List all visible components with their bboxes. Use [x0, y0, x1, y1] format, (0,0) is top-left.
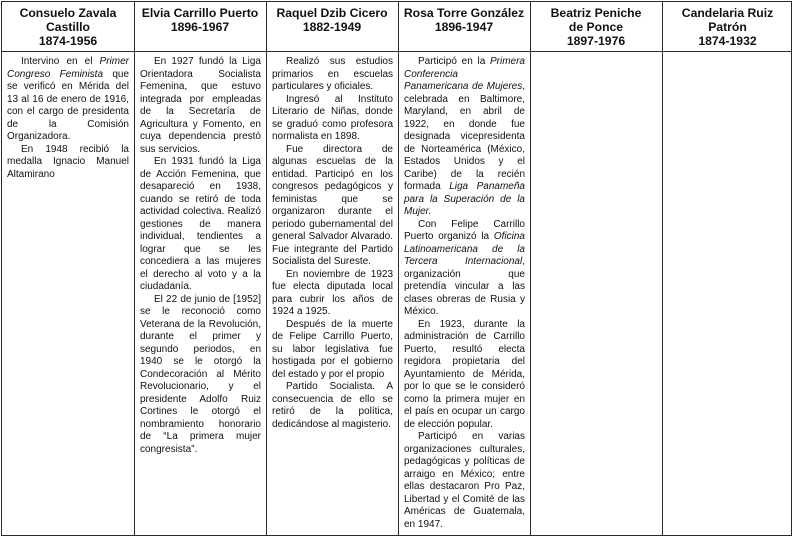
biography-cell [140, 56, 261, 456]
biography-paragraph [140, 156, 261, 294]
paragraph-text: Fue directora de algunas escuelas de la entidad. Participó en los congresos pedagógicos y feministas que se organizaron durante el periodo gubernamental del general Salvador Alvarado. Fue integrante del Partido Socialista del Sureste. [272, 143, 393, 267]
column-divider [266, 2, 267, 535]
header-years: 1874-1956 [38, 34, 98, 48]
column-divider [530, 2, 531, 535]
header-cell [662, 6, 793, 48]
paragraph-text: , organización que pretendía vincular a las clases obreras de Rusia y México. [404, 256, 525, 317]
italic-title: Primera Conferencia Panamericana de Mujeres [404, 56, 525, 92]
biography-paragraph [404, 56, 525, 219]
paragraph-text: En 1927 fundó la Liga Orientadora Socialista Femenina, que estuvo integrada por empleadas de la Secretaría de Agricultura y Fomento, en cuya dependencia prestó sus servicios. [140, 56, 261, 155]
italic-title: Liga Panameña para la Superación de la Mujer. [404, 181, 525, 217]
paragraph-text: En noviembre de 1923 fue electa diputada local para cubrir los años de 1924 a 1925. [272, 268, 393, 317]
biography-paragraph [7, 144, 129, 182]
header-cell [398, 6, 530, 34]
biography-paragraph [140, 294, 261, 457]
header-name: Elvia Carrillo Puerto [141, 6, 259, 20]
biography-paragraph [272, 144, 393, 269]
paragraph-text: Después de la muerte de Felipe Carrillo Puerto, su labor legislativa fue hostigada por el gobierno del estado y por el propio [272, 318, 393, 380]
biography-paragraph [272, 56, 393, 94]
column-divider [662, 2, 663, 535]
biography-paragraph [272, 269, 393, 319]
header-years: 1897-1976 [566, 34, 626, 48]
biography-cell [404, 56, 525, 531]
header-years: 1882-1949 [302, 20, 362, 34]
paragraph-text: que se verificó en Mérida del 13 al 16 de enero de 1916, con el cargo de presidenta de la Comisión Organizadora. [7, 68, 130, 142]
header-cell [530, 6, 662, 48]
header-years: 1896-1947 [434, 20, 494, 34]
paragraph-text: Ingresó al Instituto Literario de Niñas, donde se graduó como profesora normalista en 1898. [272, 93, 393, 142]
header-cell [134, 6, 266, 34]
header-name: Rosa Torre González [403, 6, 525, 20]
biography-paragraph [404, 431, 525, 531]
biography-table [1, 1, 792, 536]
header-name: Raquel Dzib Cicero [276, 6, 388, 20]
paragraph-text: Partido Socialista. A consecuencia de ello se retiró de la política, dedicándose al magisterio. [272, 381, 393, 430]
biography-cell [272, 56, 393, 431]
header-cell [266, 6, 398, 34]
paragraph-text: Participó en varias organizaciones culturales, pedagógicas y políticas de arraigo en México; entre ellas destacaron Pro Paz, Libertad y el Comité de las Américas de Guatemala, en 1947. [404, 431, 525, 530]
column-divider [134, 2, 135, 535]
italic-title: Primer Congreso Feminista [7, 56, 129, 80]
header-name-line2: de Ponce [568, 20, 624, 34]
paragraph-text: El 22 de junio de [1952] se le reconoció como Veterana de la Revolución, durante el primer y segundo periodos, en 1940 se le otorgó la Condecoración al Mérito Revolucionario, y el presidente Adolfo Ruiz Cortines le otorgó el nombramiento honorario de “La primera mujer congresista”. [140, 293, 261, 455]
biography-paragraph [272, 94, 393, 144]
header-name-line2: Castillo [45, 20, 91, 34]
paragraph-text: , celebrada en Baltimore, Maryland, en abril de 1922, en donde fue designada vicepresidenta de Norteamérica (México, Estados Unidos y el Caribe) de la recién formada [404, 81, 525, 192]
paragraph-text: Realizó sus estudios primarios en escuelas particulares y oficiales. [272, 56, 393, 92]
header-name-line2: Patrón [708, 20, 747, 34]
biography-paragraph [404, 319, 525, 432]
biography-paragraph [7, 56, 129, 144]
paragraph-text: En 1923, durante la administración de Carrillo Puerto, resultó electa regidora propietaria del Ayuntamiento de Mérida, por lo que se le consideró como la primera mujer en el país en ocupar un cargo de elección popular. [404, 318, 525, 430]
italic-title: Oficina Latinoamericana de la Tercera Internacional [404, 231, 525, 267]
biography-paragraph [272, 319, 393, 382]
header-years: 1874-1932 [698, 34, 757, 48]
biography-paragraph [404, 219, 525, 319]
paragraph-text: Intervino en el [21, 56, 100, 67]
header-cell [2, 6, 134, 48]
biography-cell [7, 56, 129, 181]
column-divider [398, 2, 399, 535]
header-years: 1896-1967 [170, 20, 230, 34]
paragraph-text: En 1931 fundó la Liga de Acción Femenina, que desapareció en 1938, cuando se retiró de toda actividad colectiva. Realizó gestiones de manera individual, tendientes a lograr que se les concediera a las mujeres el derecho al voto y a la ciudadanía. [140, 156, 261, 292]
paragraph-text: Con Felipe Carrillo Puerto organizó la [404, 218, 525, 242]
biography-paragraph [272, 381, 393, 431]
biography-paragraph [140, 56, 261, 156]
header-name: Candelaria Ruiz [681, 6, 774, 20]
header-name: Beatriz Peniche [550, 6, 642, 20]
paragraph-text: En 1948 recibió la medalla Ignacio Manuel Altamirano [7, 143, 129, 180]
paragraph-text: Participó en la [418, 56, 490, 67]
header-name: Consuelo Zavala [19, 6, 117, 20]
